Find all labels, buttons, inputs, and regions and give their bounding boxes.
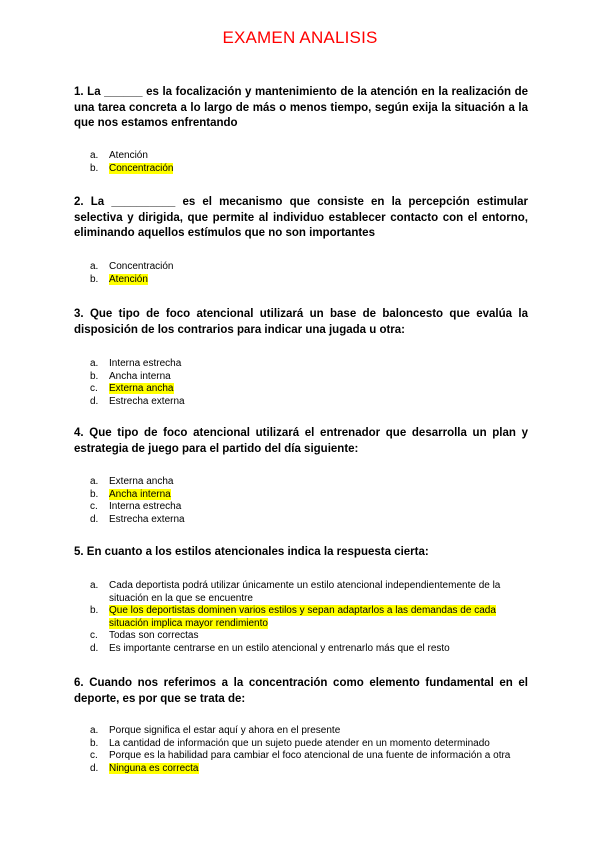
option-letter: b. bbox=[90, 370, 99, 382]
option-letter: b. bbox=[90, 162, 99, 174]
option-text: Estrecha externa bbox=[109, 395, 185, 407]
option-letter: d. bbox=[90, 513, 99, 525]
question-6: 6. Cuando nos referimos a la concentración como elemento fundamental en el deporte, es por que se trata de: bbox=[74, 677, 528, 705]
options-question-2 bbox=[90, 261, 530, 286]
option-letter: a. bbox=[90, 725, 99, 736]
question-4: 4. Que tipo de foco atencional utilizará el entrenador que desarrolla un plan y estrategia de juego para el partido del día siguiente: bbox=[74, 427, 528, 455]
option-6d bbox=[90, 763, 530, 776]
options-question-4 bbox=[90, 476, 530, 526]
option-letter: c. bbox=[90, 501, 98, 513]
option-5b bbox=[90, 605, 530, 630]
option-4d bbox=[90, 514, 530, 527]
exam-title: EXAMEN ANALISIS bbox=[222, 28, 378, 47]
options-question-1 bbox=[90, 150, 530, 175]
option-2b bbox=[90, 274, 530, 287]
option-letter: c. bbox=[90, 750, 98, 762]
option-letter: c. bbox=[90, 383, 98, 395]
option-text-highlighted: Ancha interna bbox=[109, 488, 171, 500]
option-text: Es importante centrarse en un estilo atencional y entrenarlo más que el resto bbox=[109, 642, 450, 654]
option-letter: a. bbox=[90, 476, 99, 487]
option-3c bbox=[90, 383, 530, 396]
option-6c bbox=[90, 750, 530, 763]
option-text-highlighted: Que los deportistas dominen varios estilos y sepan adaptarlos a las demandas de cada situación implica mayor rendimiento bbox=[109, 605, 496, 629]
option-text: Externa ancha bbox=[109, 476, 174, 487]
option-text: Interna estrecha bbox=[109, 358, 182, 369]
option-text: Concentración bbox=[109, 261, 174, 272]
question-1: 1. La ______ es la focalización y mantenimiento de la atención en la realización de una tarea concreta a lo largo de más o menos tiempo, según exija la situación a la que nos estamos enfrentando bbox=[74, 86, 528, 129]
option-letter: b. bbox=[90, 605, 99, 617]
option-text: Todas son correctas bbox=[109, 630, 199, 642]
option-1b bbox=[90, 163, 530, 176]
option-text: Atención bbox=[109, 150, 148, 161]
option-letter: d. bbox=[90, 762, 99, 774]
option-letter: d. bbox=[90, 395, 99, 407]
option-text: Estrecha externa bbox=[109, 513, 185, 525]
question-5: 5. En cuanto a los estilos atencionales indica la respuesta cierta: bbox=[74, 546, 429, 558]
option-text: Cada deportista podrá utilizar únicamente un estilo atencional independientemente de la situación en la que se encuentre bbox=[109, 580, 501, 604]
options-question-6 bbox=[90, 725, 530, 775]
option-4b bbox=[90, 489, 530, 502]
option-3a bbox=[90, 358, 530, 371]
option-letter: c. bbox=[90, 630, 98, 642]
option-letter: a. bbox=[90, 261, 99, 272]
option-text-highlighted: Externa ancha bbox=[109, 383, 174, 395]
option-text: La cantidad de información que un sujeto puede atender en un momento determinado bbox=[109, 737, 490, 749]
question-2: 2. La __________ es el mecanismo que consiste en la percepción estimular selectiva y dirigida, que permite al individuo establecer contacto con el entorno, eliminando aquellos estímulos que no son importantes bbox=[74, 196, 528, 239]
option-5d bbox=[90, 643, 530, 656]
option-text-highlighted: Atención bbox=[109, 273, 148, 285]
option-2a bbox=[90, 261, 530, 274]
option-4c bbox=[90, 501, 530, 514]
option-3d bbox=[90, 396, 530, 409]
option-5a bbox=[90, 580, 530, 605]
option-letter: b. bbox=[90, 273, 99, 285]
option-letter: a. bbox=[90, 580, 99, 591]
option-text: Porque significa el estar aquí y ahora en el presente bbox=[109, 725, 341, 736]
option-letter: b. bbox=[90, 488, 99, 500]
option-6a bbox=[90, 725, 530, 738]
option-text-highlighted: Concentración bbox=[109, 162, 174, 174]
question-3: 3. Que tipo de foco atencional utilizará un base de baloncesto que evalúa la disposición de los contrarios para indicar una jugada u otra: bbox=[74, 308, 528, 336]
option-text: Ancha interna bbox=[109, 370, 171, 382]
option-letter: a. bbox=[90, 358, 99, 369]
option-letter: b. bbox=[90, 737, 99, 749]
option-text: Porque es la habilidad para cambiar el foco atencional de una fuente de información a otra bbox=[109, 750, 511, 762]
option-letter: a. bbox=[90, 150, 99, 161]
option-5c bbox=[90, 630, 530, 643]
option-letter: d. bbox=[90, 642, 99, 654]
option-text-highlighted: Ninguna es correcta bbox=[109, 762, 199, 774]
option-text: Interna estrecha bbox=[109, 501, 182, 513]
options-question-3 bbox=[90, 358, 530, 408]
options-question-5 bbox=[90, 580, 530, 656]
option-3b bbox=[90, 371, 530, 384]
option-1a bbox=[90, 150, 530, 163]
option-6b bbox=[90, 738, 530, 751]
option-4a bbox=[90, 476, 530, 489]
